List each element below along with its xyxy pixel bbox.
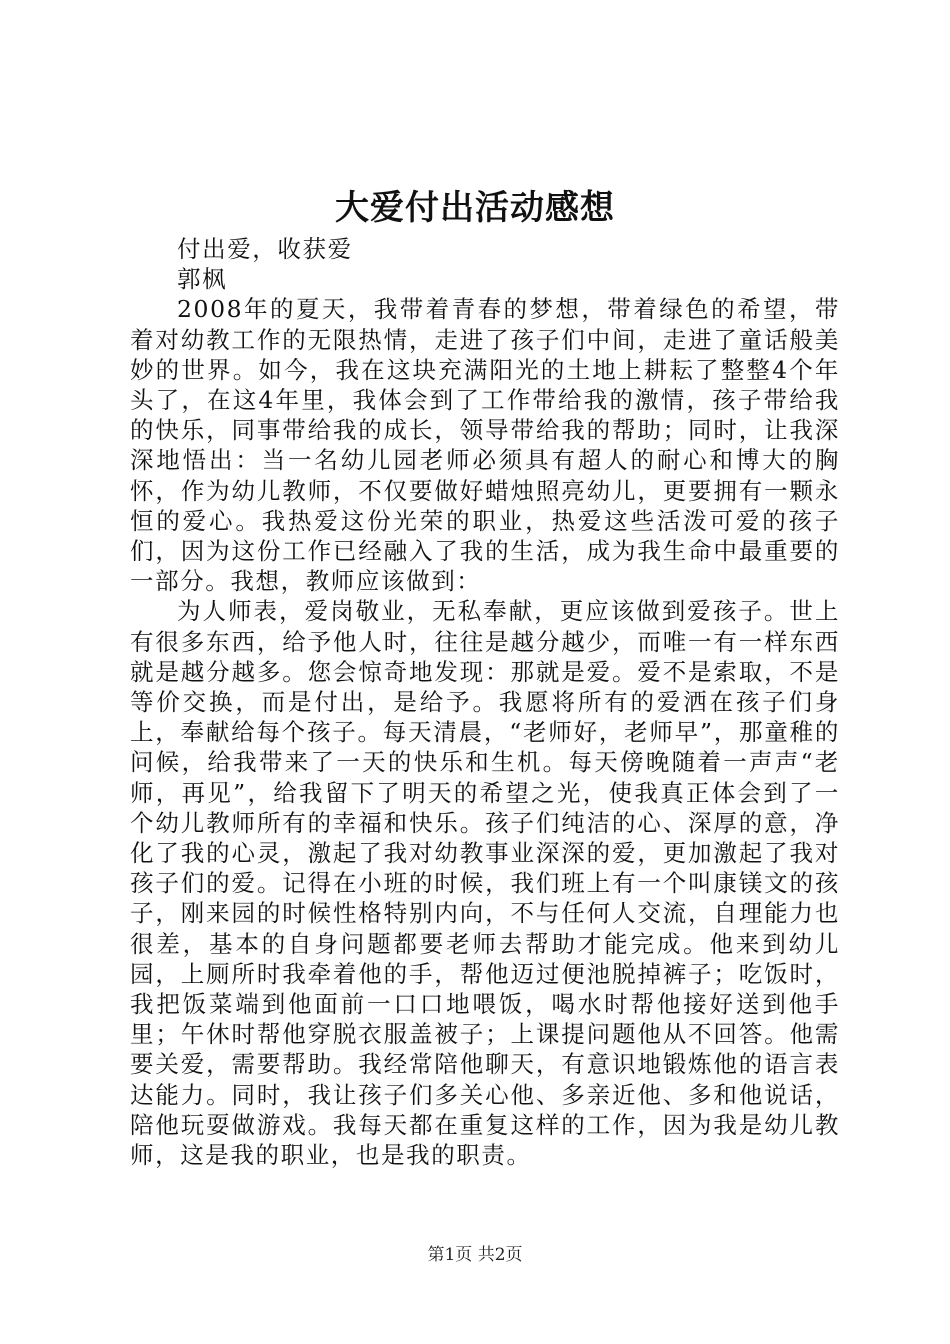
page-footer: 第1页 共2页 xyxy=(427,1245,523,1265)
document-title: 大爱付出活动感想 xyxy=(335,188,615,228)
author-line: 郭枫 xyxy=(177,265,228,294)
document-body xyxy=(130,234,840,1170)
paragraph-1: 2008年的夏天，我带着青春的梦想，带着绿色的希望，带着对幼教工作的无限热情，走进了孩子们中间，走进了童话般美妙的世界。如今，我在这块充满阳光的土地上耕耘了整整4个年头了，在这4年里，我体会到了工作带给我的激情，孩子带给我的快乐，同事带给我的成长，领导带给我的帮助；同时，让我深深地悟出：当一名幼儿园老师必须具有超人的耐心和博大的胸怀，作为幼儿教师，不仅要做好蜡烛照亮幼儿，更要拥有一颗永恒的爱心。我热爱这份光荣的职业，热爱这些活泼可爱的孩子们，因为这份工作已经融入了我的生活，成为我生命中最重要的一部分。我想，教师应该做到： xyxy=(130,295,840,596)
paragraph-2: 为人师表，爱岗敬业，无私奉献，更应该做到爱孩子。世上有很多东西，给予他人时，往往是越分越少，而唯一有一样东西就是越分越多。您会惊奇地发现：那就是爱。爱不是索取，不是等价交换，而是付出，是给予。我愿将所有的爱洒在孩子们身上，奉献给每个孩子。每天清晨，“老师好，老师早”，那童稚的问候，给我带来了一天的快乐和生机。每天傍晚随着一声声“老师，再见”，给我留下了明天的希望之光，使我真正体会到了一个幼儿教师所有的幸福和快乐。孩子们纯洁的心、深厚的意，净化了我的心灵，激起了我对幼教事业深深的爱，更加激起了我对孩子们的爱。记得在小班的时候，我们班上有一个叫康镁文的孩子，刚来园的时候性格特别内向，不与任何人交流，自理能力也很差，基本的自身问题都要老师去帮助才能完成。他来到幼儿园，上厕所时我牵着他的手，帮他迈过便池脱掉裤子；吃饭时，我把饭菜端到他面前一口口地喂饭，喝水时帮他接好送到他手里；午休时帮他穿脱衣服盖被子；上课提问题他从不回答。他需要关爱，需要帮助。我经常陪他聊天，有意识地锻炼他的语言表达能力。同时，我让孩子们多关心他、多亲近他、多和他说话，陪他玩耍做游戏。我每天都在重复这样的工作，因为我是幼儿教师，这是我的职业，也是我的职责。 xyxy=(130,597,840,1170)
subtitle-line: 付出爱，收获爱 xyxy=(177,235,353,263)
